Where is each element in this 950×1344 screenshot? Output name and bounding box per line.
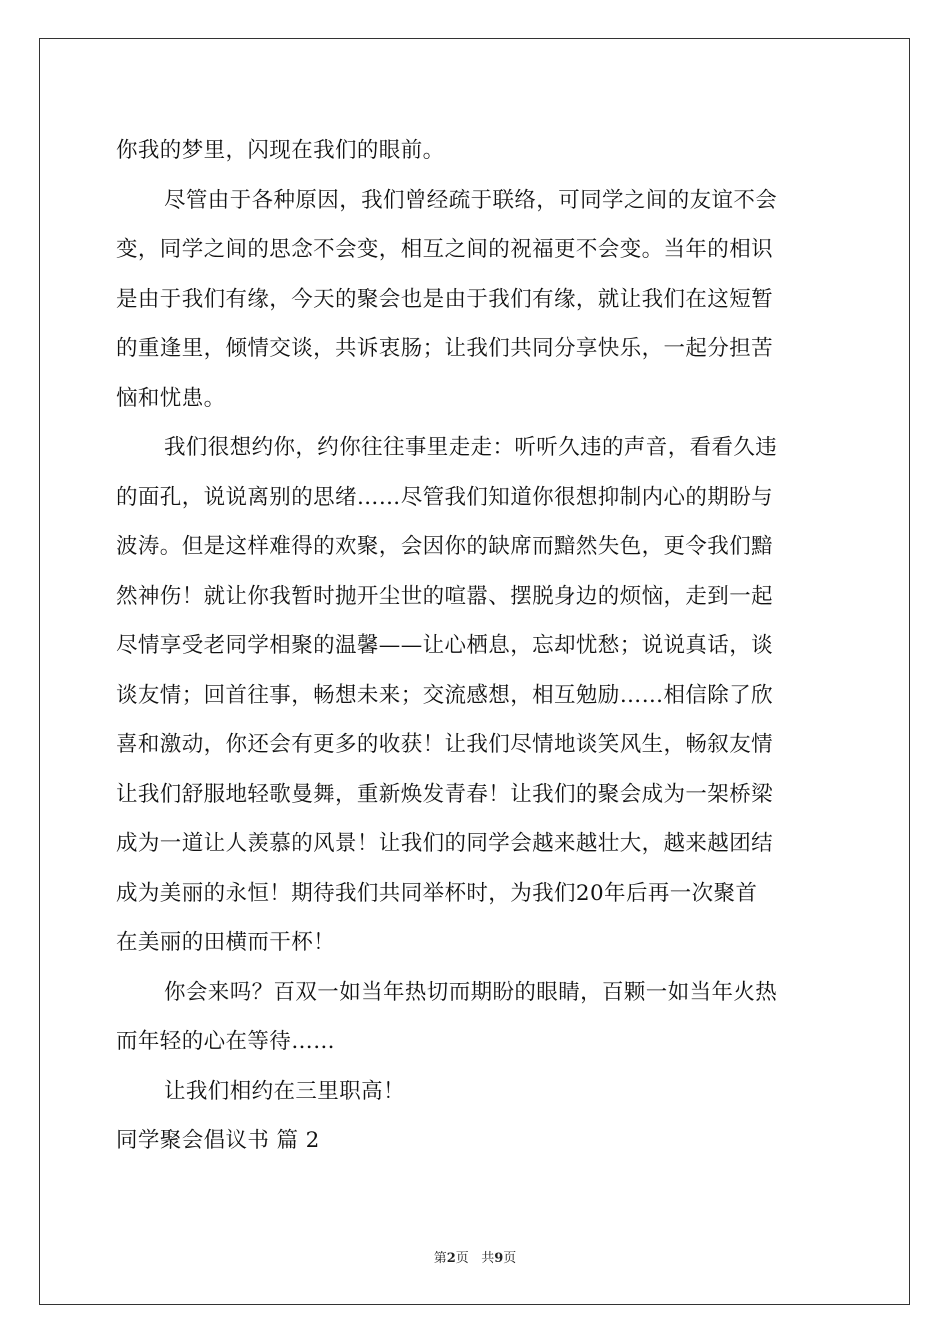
text-line: 让我们相约在三里职高！ bbox=[164, 1078, 405, 1104]
text-line: 我们很想约你，约你往往事里走走：听听久违的声音，看看久违 bbox=[164, 435, 778, 460]
text-line: 让我们舒服地轻歌曼舞，重新焕发青春！让我们的聚会成为一架桥梁 bbox=[116, 781, 774, 807]
total-suffix: 页 bbox=[503, 1251, 517, 1266]
text-line: 你会来吗？百双一如当年热切而期盼的眼睛，百颗一如当年火热 bbox=[164, 979, 778, 1005]
page-number: 2 bbox=[446, 1251, 456, 1266]
section-heading: 同学聚会倡议书 篇 2 bbox=[116, 1128, 320, 1153]
text-line: 在美丽的田横而干杯！ bbox=[116, 930, 336, 955]
page-footer bbox=[0, 1247, 950, 1266]
text-line: 谈友情；回首往事，畅想未来；交流感想，相互勉励……相信除了欣 bbox=[116, 682, 774, 708]
text-line: 你我的梦里，闪现在我们的眼前。 bbox=[116, 138, 445, 163]
text-line: 而年轻的心在等待…… bbox=[116, 1029, 336, 1054]
text-line: 波涛。但是这样难得的欢聚，会因你的缺席而黯然失色，更令我们黯 bbox=[116, 534, 774, 559]
text-line: 的面孔，说说离别的思绪……尽管我们知道你很想抑制内心的期盼与 bbox=[116, 484, 774, 510]
total-prefix: 共 bbox=[481, 1251, 495, 1266]
text-line: 成为一道让人羡慕的风景！让我们的同学会越来越壮大，越来越团结 bbox=[116, 831, 774, 856]
total-pages: 9 bbox=[494, 1251, 504, 1266]
text-line: 尽管由于各种原因，我们曾经疏于联络，可同学之间的友谊不会 bbox=[164, 187, 778, 213]
text-line: 喜和激动，你还会有更多的收获！让我们尽情地谈笑风生，畅叙友情 bbox=[116, 732, 774, 757]
page-prefix: 第 bbox=[433, 1251, 447, 1266]
text-line: 恼和忧患。 bbox=[116, 385, 226, 411]
document-body bbox=[116, 126, 836, 1166]
text-line: 是由于我们有缘，今天的聚会也是由于我们有缘，就让我们在这短暂 bbox=[116, 286, 774, 312]
page-suffix: 页 bbox=[455, 1251, 469, 1266]
text-line: 尽情享受老同学相聚的温馨——让心栖息，忘却忧愁；说说真话，谈 bbox=[116, 633, 774, 658]
text-line: 然神伤！就让你我暂时抛开尘世的喧嚣、摆脱身边的烦恼，走到一起 bbox=[116, 583, 774, 609]
text-line: 的重逢里，倾情交谈，共诉衷肠；让我们共同分享快乐，一起分担苦 bbox=[116, 336, 774, 361]
text-line: 变，同学之间的思念不会变，相互之间的祝福更不会变。当年的相识 bbox=[116, 237, 774, 262]
text-line: 成为美丽的永恒！期待我们共同举杯时，为我们20年后再一次聚首 bbox=[116, 880, 758, 906]
